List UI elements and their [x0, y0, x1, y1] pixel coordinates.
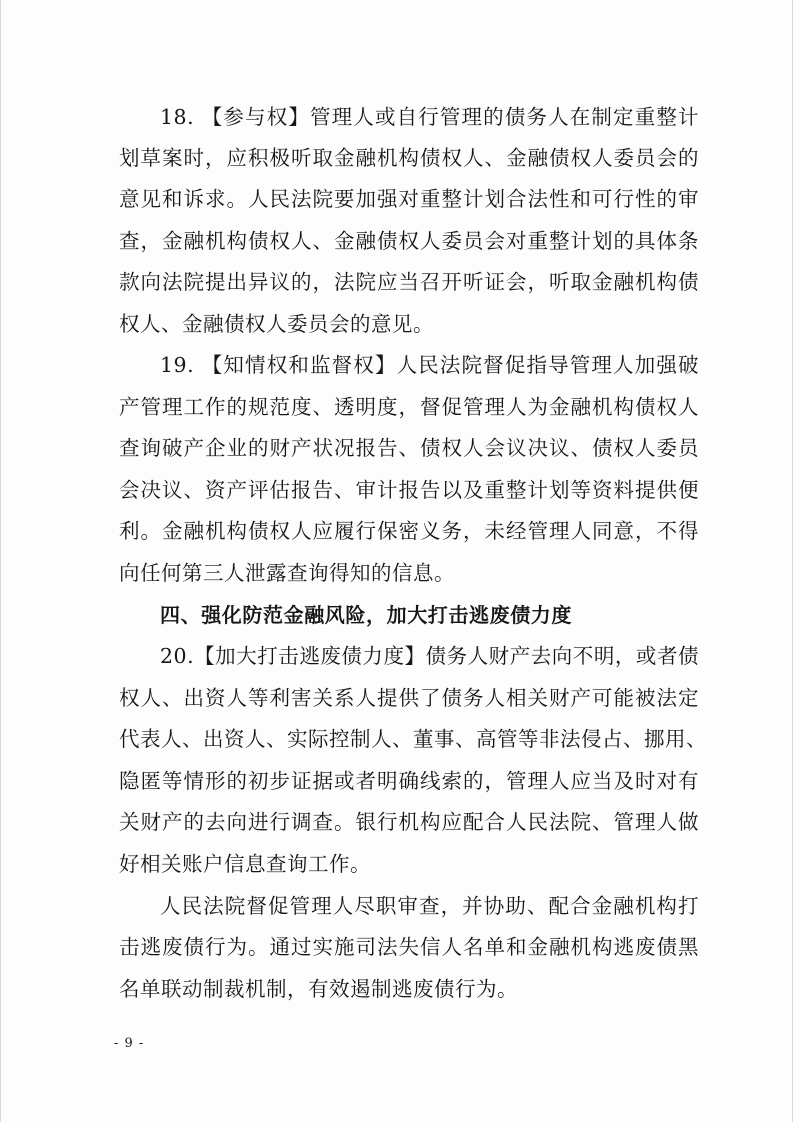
- text-line: 19. 【知情权和监督权】人民法院督促指导管理人加强破: [160, 353, 699, 377]
- text-line: 人民法院督促管理人尽职审查，并协助、配合金融机构打: [160, 894, 699, 918]
- text-line: 款向法院提出异议的，法院应当召开听证会，听取金融机构债: [119, 270, 699, 294]
- text-line: 查，金融机构债权人、金融债权人委员会对重整计划的具体条: [119, 229, 699, 253]
- page-number: - 9 -: [114, 1036, 145, 1051]
- text-line: 20.【加大打击逃废债力度】债务人财产去向不明，或者债: [160, 644, 699, 668]
- text-line: 代表人、出资人、实际控制人、董事、高管等非法侵占、挪用、: [119, 727, 707, 751]
- text-line: 会决议、资产评估报告、审计报告以及重整计划等资料提供便: [119, 478, 699, 502]
- text-line: 18. 【参与权】管理人或自行管理的债务人在制定重整计: [160, 105, 699, 129]
- text-line: 隐匿等情形的初步证据或者明确线索的，管理人应当及时对有: [119, 769, 699, 793]
- text-line: 利。金融机构债权人应履行保密义务，未经管理人同意，不得: [119, 519, 699, 543]
- text-line: 向任何第三人泄露查询得知的信息。: [119, 561, 455, 585]
- text-line: 划草案时，应积极听取金融机构债权人、金融债权人委员会的: [119, 146, 699, 170]
- text-line: 击逃废债行为。通过实施司法失信人名单和金融机构逃废债黑: [119, 935, 699, 959]
- text-line: 意见和诉求。人民法院要加强对重整计划合法性和可行性的审: [119, 187, 699, 211]
- text-line: 名单联动制裁机制，有效遏制逃废债行为。: [119, 977, 518, 1001]
- text-line: 查询破产企业的财产状况报告、债权人会议决议、债权人委员: [119, 436, 699, 460]
- text-line: 权人、金融债权人委员会的意见。: [119, 312, 434, 336]
- section-heading: 四、强化防范金融风险，加大打击逃废债力度: [160, 603, 572, 627]
- text-line: 好相关账户信息查询工作。: [119, 852, 371, 876]
- text-line: 权人、出资人等利害关系人提供了债务人相关财产可能被法定: [119, 686, 699, 710]
- text-line: 产管理工作的规范度、透明度，督促管理人为金融机构债权人: [119, 395, 699, 419]
- text-line: 关财产的去向进行调查。银行机构应配合人民法院、管理人做: [119, 810, 699, 834]
